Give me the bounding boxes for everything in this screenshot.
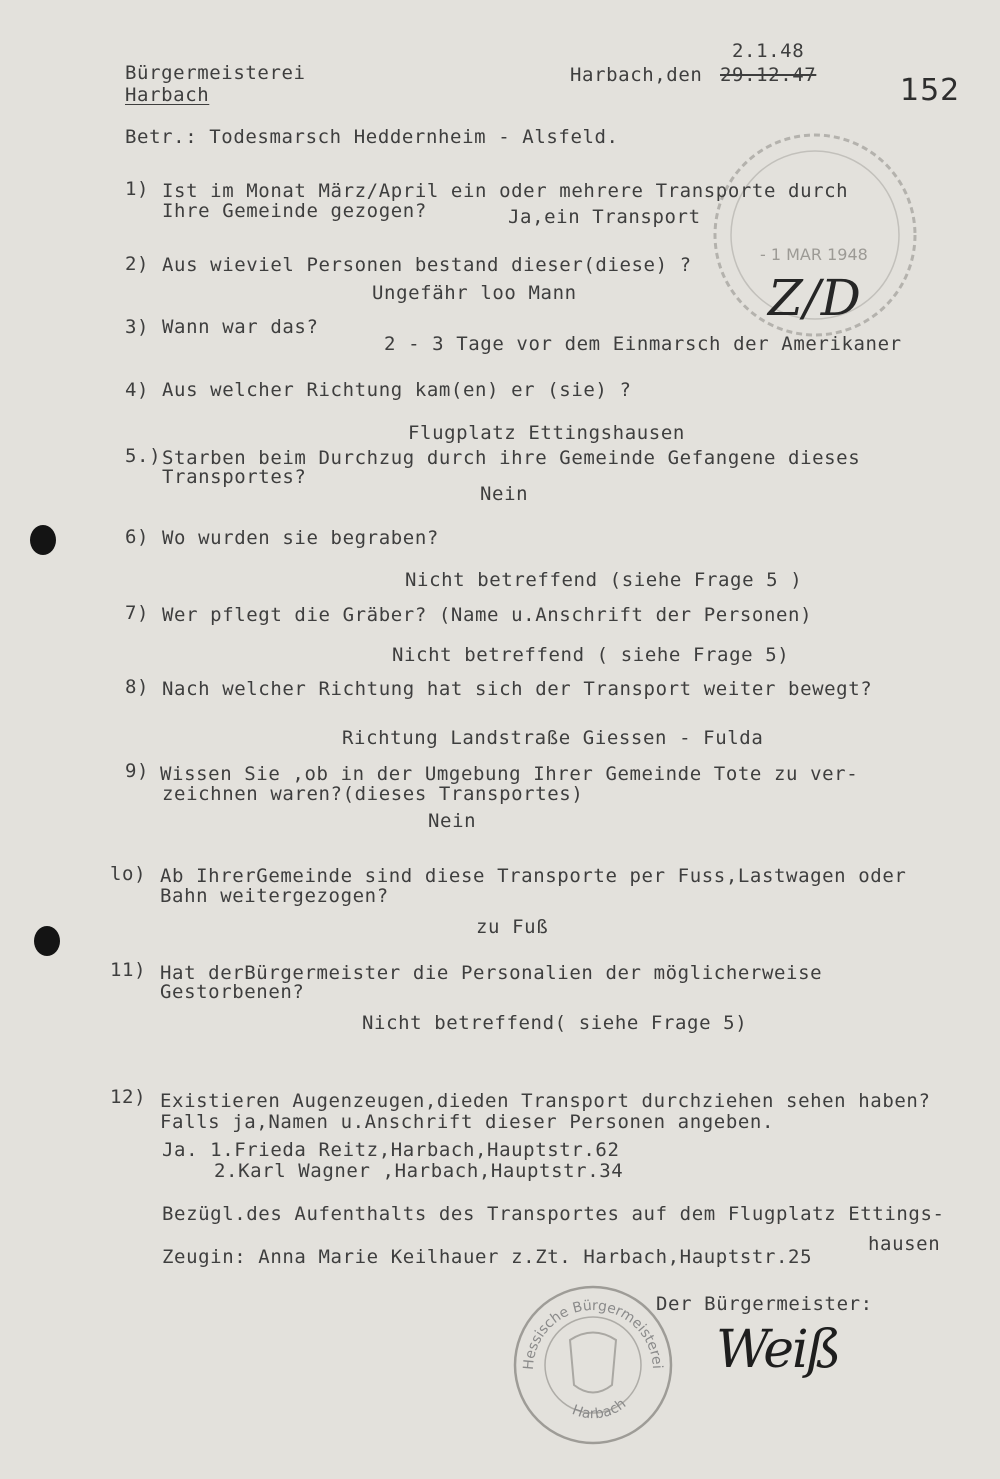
q1-answer: Ja,ein Transport (508, 206, 701, 228)
q3-answer: 2 - 3 Tage vor dem Einmarsch der Amerikaner (384, 333, 902, 355)
q5-line1: Starben beim Durchzug durch ihre Gemeinde Gefangene dieses (162, 447, 861, 469)
corrected-date: 2.1.48 (732, 40, 805, 62)
q12-answer1: Ja. 1.Frieda Reitz,Harbach,Hauptstr.62 (162, 1139, 620, 1161)
q9-answer: Nein (428, 810, 477, 832)
q8-line1: Nach welcher Richtung hat sich der Transport weiter bewegt? (162, 678, 873, 700)
q12-line2: Falls ja,Namen u.Anschrift dieser Personen angeben. (160, 1111, 774, 1133)
seal-text-top: Hessische Bürgermeisterei (520, 1297, 666, 1371)
q9-line2: zeichnen waren?(dieses Transportes) (162, 783, 584, 805)
q7-number: 7) (125, 602, 150, 624)
received-date-text: - 1 MAR 1948 (760, 245, 868, 264)
q11-answer: Nicht betreffend( siehe Frage 5) (362, 1012, 748, 1034)
q11-number: 11) (110, 959, 147, 981)
place-prefix: Harbach,den (570, 64, 703, 86)
q8-number: 8) (125, 676, 150, 698)
q10-line2: Bahn weitergezogen? (160, 885, 389, 907)
office-name: Bürgermeisterei (125, 62, 306, 84)
signature: Weiß (716, 1320, 840, 1380)
town-name: Harbach (125, 84, 210, 106)
q12-line1: Existieren Augenzeugen,dieden Transport durchziehen sehen haben? (160, 1090, 931, 1112)
q1-line1: Ist im Monat März/April ein oder mehrere Transporte durch (162, 180, 849, 202)
q12-answer2: 2.Karl Wagner ,Harbach,Hauptstr.34 (214, 1160, 624, 1182)
q5-answer: Nein (480, 483, 529, 505)
q5-number: 5.) (125, 445, 162, 467)
q10-line1: Ab IhrerGemeinde sind diese Transporte per Fuss,Lastwagen oder (160, 865, 907, 887)
q2-answer: Ungefähr loo Mann (372, 282, 577, 304)
q6-answer: Nicht betreffend (siehe Frage 5 ) (405, 569, 803, 591)
q4-answer: Flugplatz Ettingshausen (408, 422, 685, 444)
q6-number: 6) (125, 526, 150, 548)
seal-text-bottom: Harbach (569, 1395, 630, 1423)
q6-line1: Wo wurden sie begraben? (162, 527, 439, 549)
witness-line: Zeugin: Anna Marie Keilhauer z.Zt. Harbach,Hauptstr.25 (162, 1246, 813, 1268)
q4-number: 4) (125, 379, 150, 401)
q3-number: 3) (125, 316, 150, 338)
struck-date: 29.12.47 (720, 64, 817, 86)
q11-line2: Gestorbenen? (160, 981, 305, 1003)
q2-number: 2) (125, 253, 150, 275)
q7-answer: Nicht betreffend ( siehe Frage 5) (392, 644, 790, 666)
q5-line2: Transportes? (162, 466, 307, 488)
q11-line1: Hat derBürgermeister die Personalien der möglicherweise (160, 962, 823, 984)
q12-number: 12) (110, 1086, 147, 1108)
q4-line1: Aus welcher Richtung kam(en) er (sie) ? (162, 379, 632, 401)
q2-line1: Aus wieviel Personen bestand dieser(diese) ? (162, 254, 692, 276)
q7-line1: Wer pflegt die Gräber? (Name u.Anschrift der Personen) (162, 604, 813, 626)
q10-number: lo) (110, 863, 147, 885)
page-number: 152 (900, 73, 961, 108)
q3-line1: Wann war das? (162, 316, 319, 338)
q9-number: 9) (125, 760, 150, 782)
q8-answer: Richtung Landstraße Giessen - Fulda (342, 727, 764, 749)
q10-answer: zu Fuß (476, 916, 549, 938)
punch-hole-bottom (34, 926, 60, 956)
punch-hole-top (30, 525, 56, 555)
municipal-seal (508, 1280, 678, 1450)
note-line1: Bezügl.des Aufenthalts des Transportes auf dem Flugplatz Ettings- (162, 1203, 945, 1225)
signer-title: Der Bürgermeister: (656, 1293, 873, 1315)
q1-line2: Ihre Gemeinde gezogen? (162, 200, 427, 222)
q9-line1: Wissen Sie ,ob in der Umgebung Ihrer Gemeinde Tote zu ver- (160, 763, 859, 785)
q1-number: 1) (125, 178, 150, 200)
note-line2: hausen (868, 1233, 941, 1255)
subject-line: Betr.: Todesmarsch Heddernheim - Alsfeld. (125, 126, 619, 148)
handwritten-mark: Z/D (768, 269, 862, 327)
